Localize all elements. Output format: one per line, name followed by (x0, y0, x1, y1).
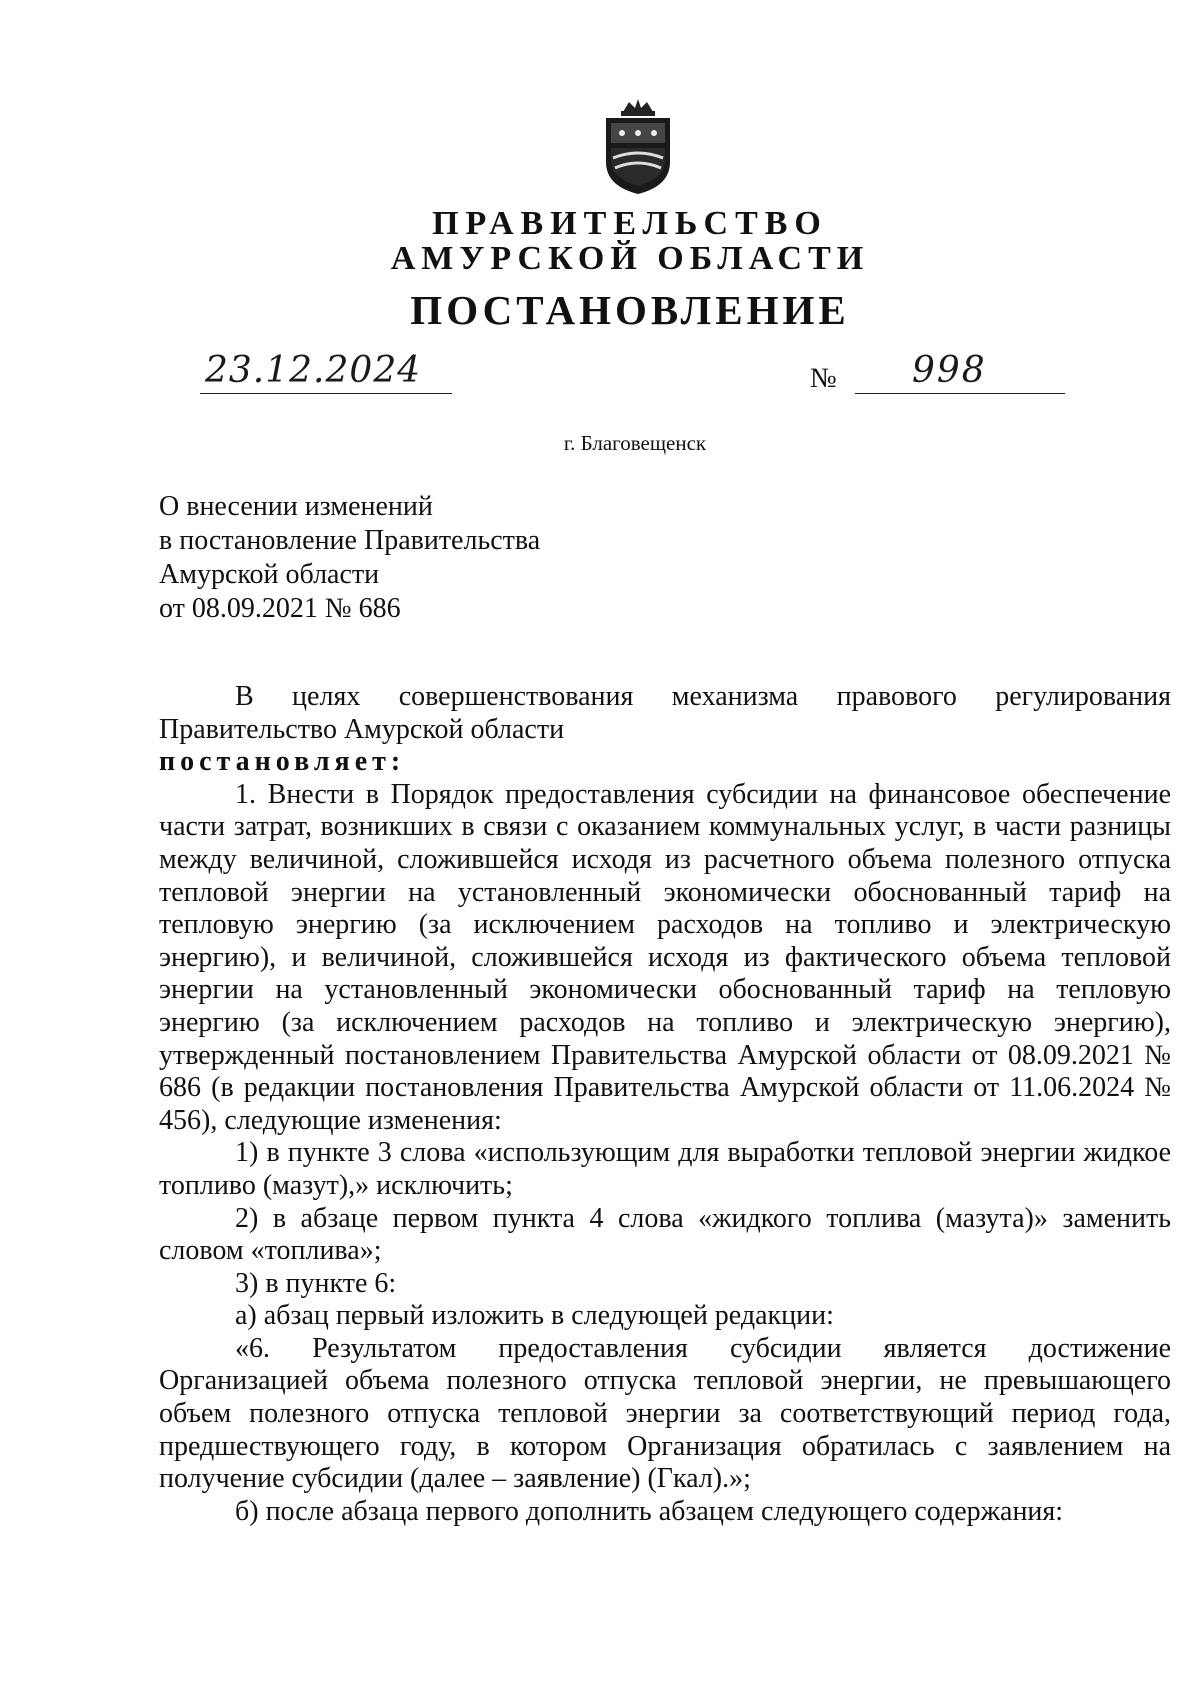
resolves-word: постановляет: (159, 746, 406, 778)
date-underline (200, 393, 452, 394)
document-subject (159, 490, 540, 626)
preamble-paragraph: В целях совершенствования механизма правового регулирования Правительство Амурской области (159, 681, 1171, 745)
city-name: г. Благовещенск (563, 431, 707, 455)
document-number: 998 (912, 350, 987, 391)
coat-of-arms-emblem (597, 96, 679, 196)
subject-line: от 08.09.2021 № 686 (159, 593, 401, 624)
government-title-line1: ПРАВИТЕЛЬСТВО (432, 205, 828, 242)
number-underline (855, 393, 1065, 394)
quoted-paragraph: «6. Результатом предоставления субсидии является достижение Организацией объема полезного отпуска тепловой энергии, не превышающего объем полезного отпуска тепловой энергии за соответствующий период года, предшествующего году, в котором Организация обратилась с заявлением на получение субсидии (далее – заявление) (Гкал).»; (159, 1332, 1171, 1495)
document-body (159, 681, 1171, 1528)
subitem-3a-paragraph: а) абзац первый изложить в следующей редакции: (235, 1300, 834, 1332)
government-title-line2: АМУРСКОЙ ОБЛАСТИ (390, 240, 870, 277)
document-type-title: ПОСТАНОВЛЕНИЕ (410, 287, 850, 333)
subitem-1-paragraph: 1) в пункте 3 слова «использующим для выработки тепловой энергии жидкое топливо (мазут),» исключить; (159, 1137, 1171, 1201)
subitem-3-paragraph: 3) в пункте 6: (235, 1267, 397, 1299)
subitem-2-paragraph: 2) в абзаце первом пункта 4 слова «жидкого топлива (мазута)» заменить словом «топлива»; (159, 1202, 1171, 1267)
item-1-paragraph: 1. Внести в Порядок предоставления субсидии на финансовое обеспечение части затрат, возникших в связи с оказанием коммунальных услуг, в части разницы между величиной, сложившейся исходя из расчетного объема полезного отпуска тепловой энергии на установленный экономически обоснованный тариф на тепловую энергию (за исключением расходов на топливо и электрическую энергию), и величиной, сложившейся исходя из фактического объема тепловой энергии на установленный экономически обоснованный тариф на тепловую энергию (за исключением расходов на топливо и электрическую энергию), утвержденный постановлением Правительства Амурской области от 08.09.2021 № 686 (в редакции постановления Правительства Амурской области от 11.06.2024 № 456), следующие изменения: (159, 778, 1171, 1136)
subject-line: О внесении изменений (159, 491, 433, 522)
document-date: 23.12.2024 (205, 350, 422, 391)
subitem-3b-paragraph: б) после абзаца первого дополнить абзацем следующего содержания: (235, 1495, 1064, 1527)
subject-line: в постановление Правительства (159, 525, 541, 556)
subject-line: Амурской области (159, 559, 380, 590)
number-label: № (810, 363, 837, 394)
